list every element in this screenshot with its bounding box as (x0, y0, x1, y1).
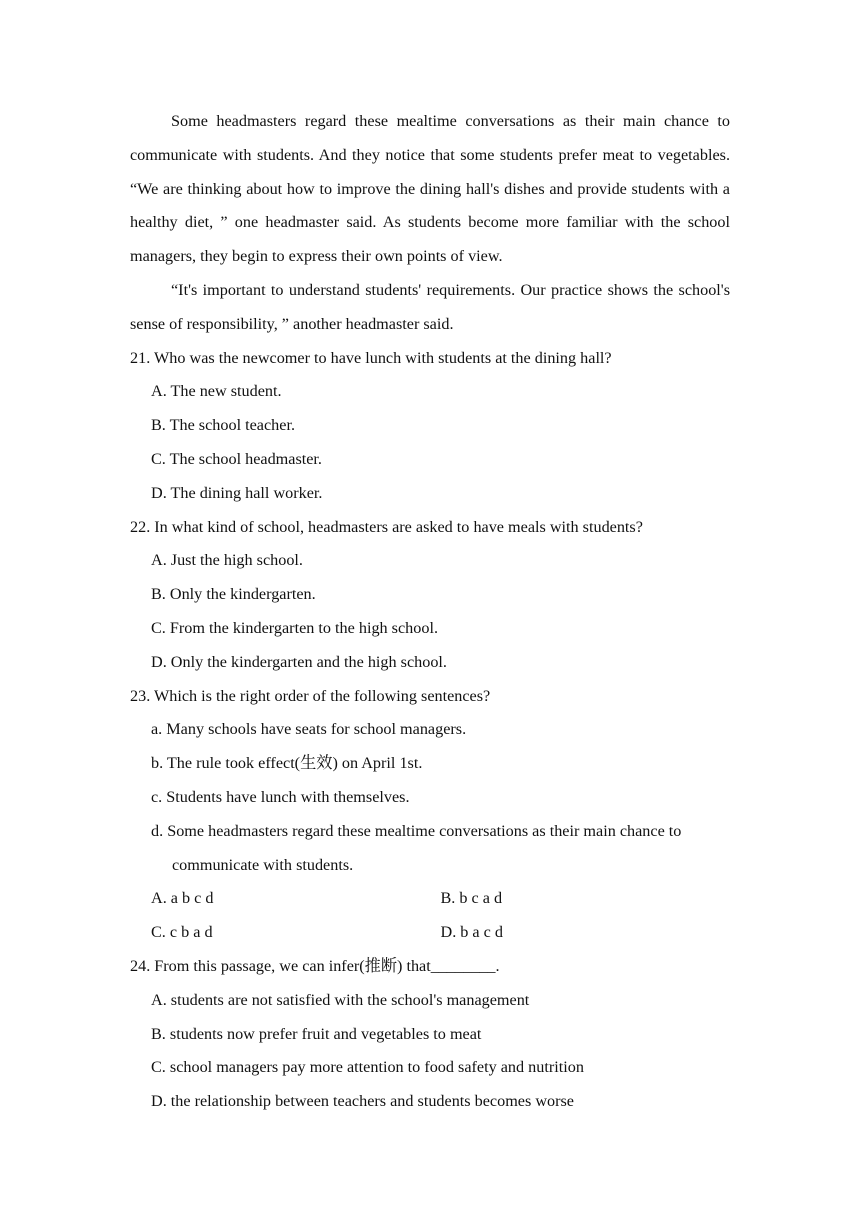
option-a: A. Just the high school. (151, 551, 303, 570)
sentence-a: a. Many schools have seats for school managers. (151, 720, 467, 739)
option-b: B. Only the kindergarten. (151, 585, 316, 604)
option-c: C. c b a d (151, 923, 213, 942)
sentence-c: c. Students have lunch with themselves. (151, 787, 410, 806)
passage-paragraph: Some headmasters regard these mealtime conversations as their main chance to communicate with students. And they notice that some students prefer meat to vegetables. “We are thinking about how to improve the dining hall's dishes and provide students with a healthy diet, ” one headmaster said. As students become more familiar with the school managers, they begin to express their own points of view. (130, 112, 730, 266)
option-a: A. students are not satisfied with the school's management (151, 990, 530, 1009)
option-row (130, 882, 730, 916)
option-c: C. school managers pay more attention to food safety and nutrition (151, 1058, 584, 1077)
question-21 (130, 342, 730, 511)
option-a: A. The new student. (151, 382, 282, 401)
sentence-d: d. Some headmasters regard these mealtime conversations as their main chance to communicate with students. (151, 821, 682, 874)
option-d: D. Only the kindergarten and the high school. (151, 652, 447, 671)
option-a: A. a b c d (151, 889, 214, 908)
question-stem: 23. Which is the right order of the following sentences? (130, 686, 491, 705)
question-24 (130, 950, 730, 1119)
question-stem: 24. From this passage, we can infer(推断) that________. (130, 956, 500, 975)
question-22 (130, 511, 730, 680)
option-d: D. b a c d (440, 923, 503, 942)
option-row (130, 916, 730, 950)
option-d: D. the relationship between teachers and students becomes worse (151, 1092, 574, 1111)
question-stem: 21. Who was the newcomer to have lunch with students at the dining hall? (130, 348, 612, 367)
question-stem: 22. In what kind of school, headmasters are asked to have meals with students? (130, 517, 643, 536)
option-c: C. From the kindergarten to the high school. (151, 618, 438, 637)
option-c: C. The school headmaster. (151, 449, 322, 468)
document-page (130, 105, 730, 1119)
option-b: B. students now prefer fruit and vegetables to meat (151, 1024, 482, 1043)
option-b: B. b c a d (440, 889, 503, 908)
sentence-b: b. The rule took effect(生效) on April 1st. (151, 754, 423, 773)
passage-paragraph: “It's important to understand students' requirements. Our practice shows the school's sense of responsibility, ” another headmaster said. (130, 280, 730, 333)
option-b: B. The school teacher. (151, 416, 295, 435)
question-23 (130, 680, 730, 950)
option-d: D. The dining hall worker. (151, 483, 323, 502)
